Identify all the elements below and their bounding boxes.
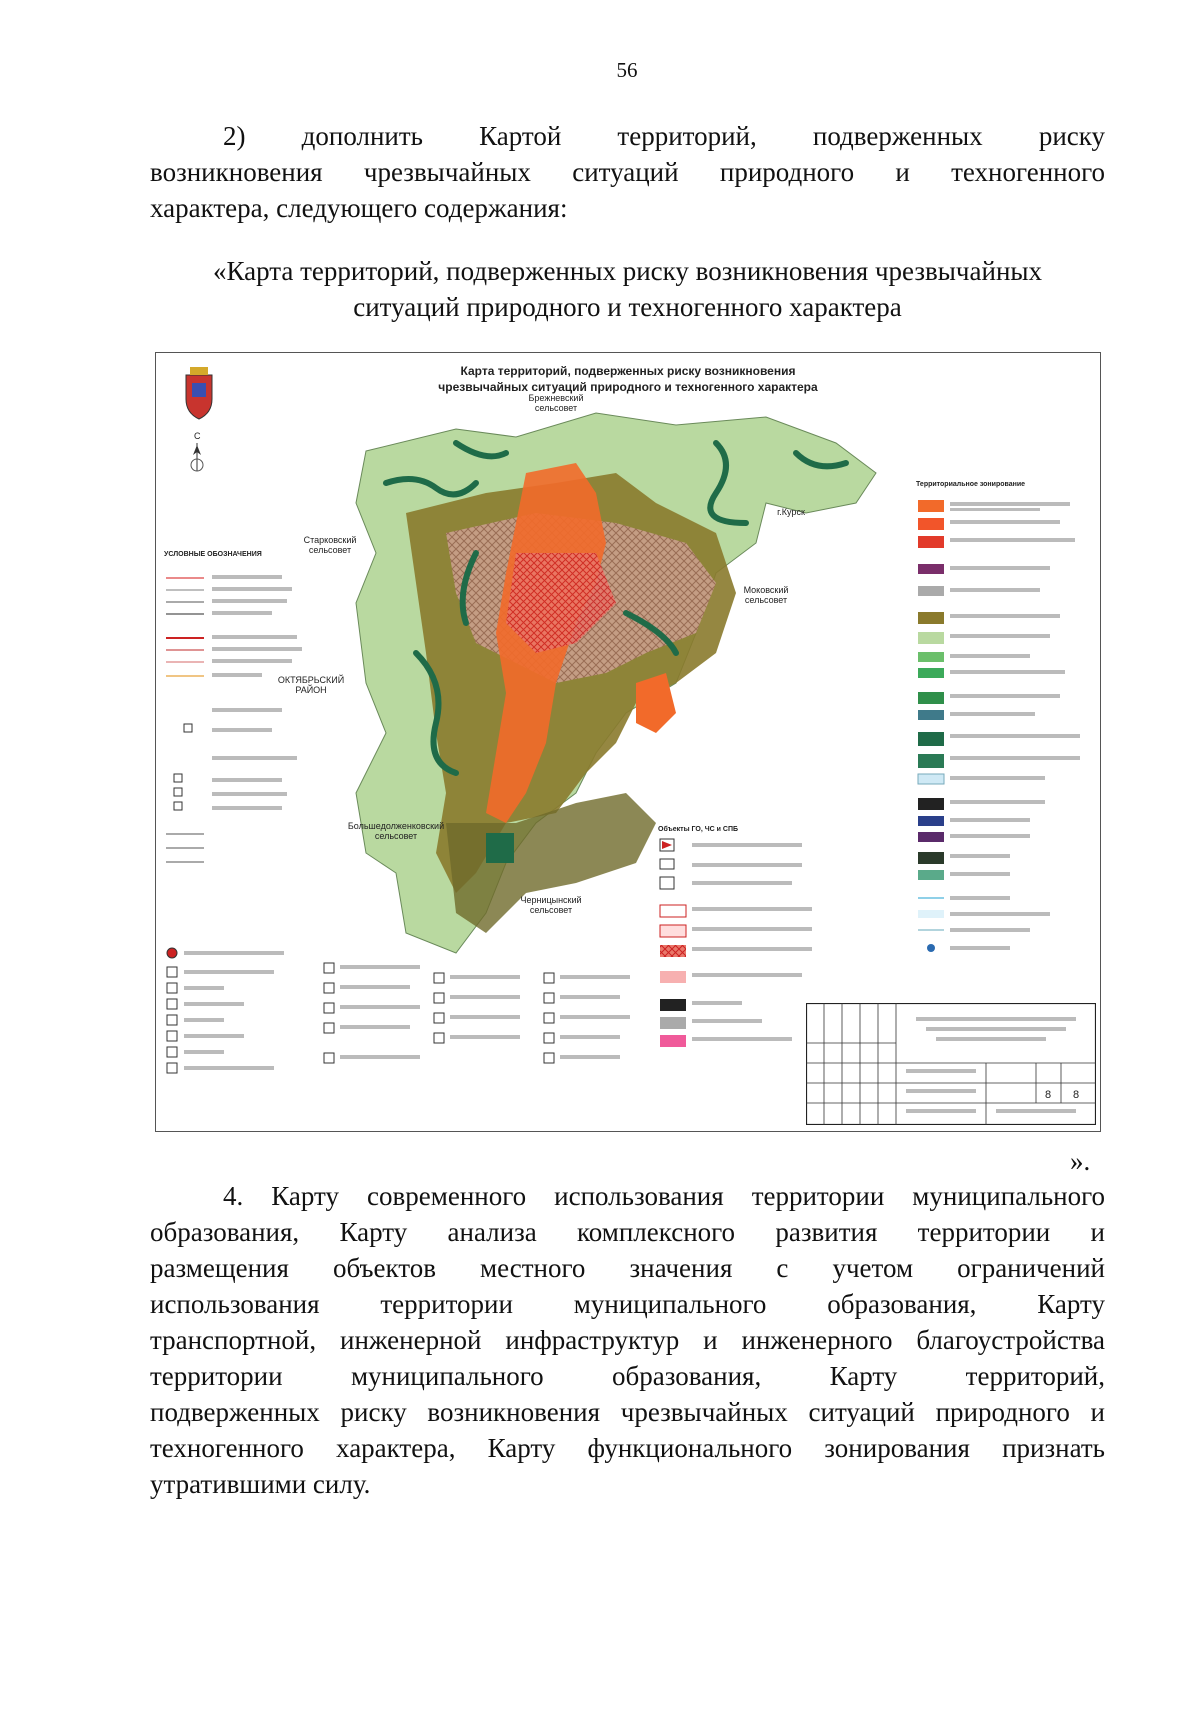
label-mokovsky-2: сельсовет bbox=[744, 595, 788, 605]
label-bolshedolzhenkovsky-2: сельсовет bbox=[374, 831, 418, 841]
paragraph-line: территории муниципального образования, Карту территорий, bbox=[150, 1361, 1105, 1391]
legend-left bbox=[164, 548, 334, 878]
paragraph-line: использования территории муниципального образования, Карту bbox=[150, 1289, 1105, 1319]
paragraph-line: транспортной, инженерной инфраструктур и инженерного благоустройства bbox=[150, 1325, 1105, 1355]
forest-patch bbox=[486, 833, 514, 863]
coat-of-arms-icon bbox=[186, 367, 212, 419]
paragraph-4 bbox=[150, 1178, 1105, 1502]
paragraph-line: техногенного характера, Карту функционального зонирования признать bbox=[150, 1433, 1105, 1463]
north-arrow-icon bbox=[191, 431, 203, 471]
stamp-sheet: 8 bbox=[1044, 1089, 1052, 1101]
svg-text:С: С bbox=[194, 431, 201, 441]
legend-left-title: УСЛОВНЫЕ ОБОЗНАЧЕНИЯ bbox=[164, 551, 262, 558]
legend-right-title: Территориальное зонирование bbox=[916, 481, 1026, 488]
label-oktyabrsky: ОКТЯБРЬСКИЙ bbox=[277, 675, 345, 685]
page-number: 56 bbox=[616, 58, 638, 82]
label-mokovsky: Моковский bbox=[743, 585, 789, 595]
label-brezhnevsky: Брежневский bbox=[528, 393, 584, 403]
paragraph-line: размещения объектов местного значения с учетом ограничений bbox=[150, 1253, 1105, 1283]
paragraph-line: 4. Карту современного использования территории муниципального bbox=[223, 1181, 1105, 1211]
label-kursk: г.Курск bbox=[777, 507, 805, 517]
map-heading-line: «Карта территорий, подверженных риску возникновения чрезвычайных bbox=[212, 256, 1043, 286]
paragraph-line: утратившими силу. bbox=[150, 1469, 371, 1499]
paragraph-line: подверженных риску возникновения чрезвычайных ситуаций природного и bbox=[150, 1397, 1105, 1427]
paragraph-line: образования, Карту анализа комплексного развития территории и bbox=[150, 1217, 1105, 1247]
paragraph-2 bbox=[150, 118, 1105, 226]
legend-go-title: Объекты ГО, ЧС и СПБ bbox=[658, 826, 739, 833]
stamp-sheets: 8 bbox=[1072, 1089, 1080, 1101]
map-heading-line: ситуаций природного и техногенного характера bbox=[353, 292, 902, 322]
closing-quote: ». bbox=[1070, 1146, 1091, 1176]
map-title-line: чрезвычайных ситуаций природного и техногенного характера bbox=[438, 380, 818, 394]
label-oktyabrsky-2: РАЙОН bbox=[295, 685, 327, 695]
paragraph-line: характера, следующего содержания: bbox=[150, 193, 568, 223]
title-block-stamp bbox=[806, 1003, 1096, 1125]
label-bolshedolzhenkovsky: Большедолженковский bbox=[347, 821, 445, 831]
map-title-line: Карта территорий, подверженных риску возникновения bbox=[460, 364, 796, 378]
map-figure bbox=[155, 352, 1101, 1132]
paragraph-line: 2) дополнить Картой территорий, подверженных риску bbox=[223, 121, 1105, 151]
label-starkovsky: Старковский bbox=[303, 535, 357, 545]
legend-right bbox=[916, 478, 1096, 1018]
label-brezhnevsky-2: сельсовет bbox=[534, 403, 578, 413]
label-starkovsky-2: сельсовет bbox=[308, 545, 352, 555]
map-heading bbox=[150, 253, 1105, 325]
label-chernitsynsky: Черницынский bbox=[520, 895, 582, 905]
paragraph-line: возникновения чрезвычайных ситуаций природного и техногенного bbox=[150, 157, 1105, 187]
label-chernitsynsky-2: сельсовет bbox=[529, 905, 573, 915]
